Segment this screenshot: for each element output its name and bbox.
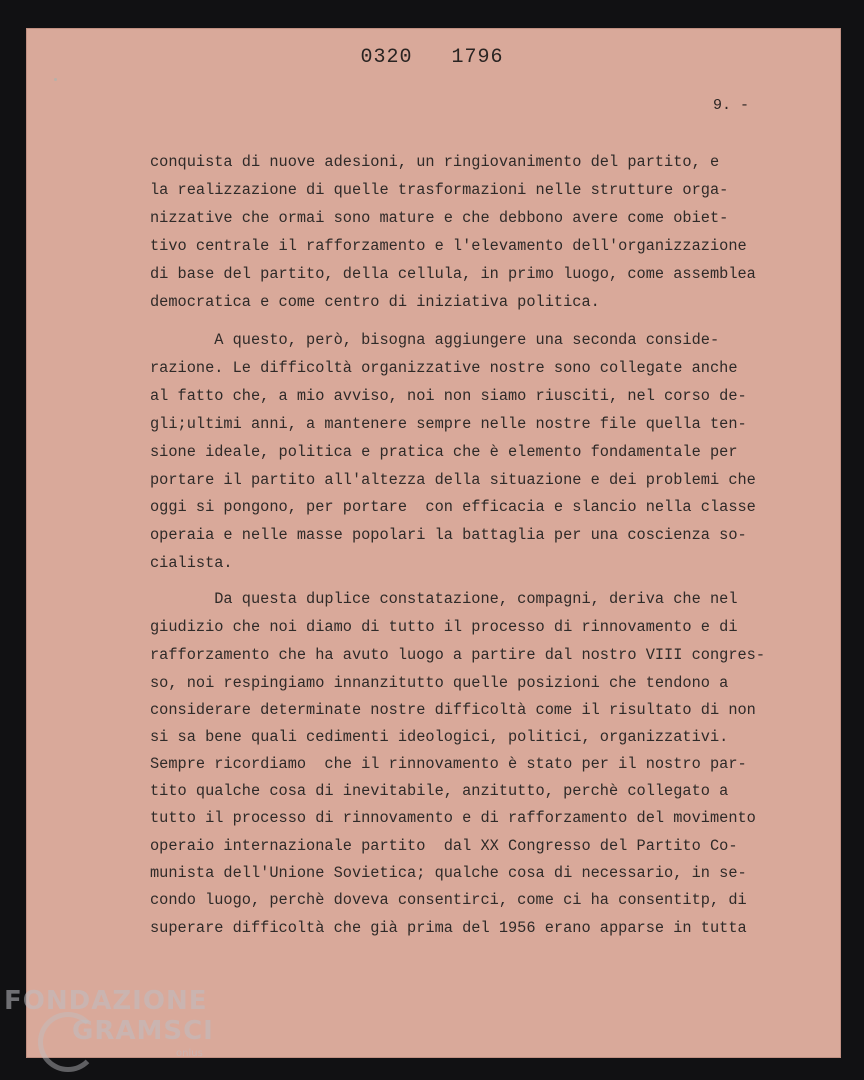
text-line: rafforzamento che ha avuto luogo a partire dal nostro VIII congres- (150, 646, 766, 664)
page-number: 9. - (713, 97, 750, 114)
text-line: sione ideale, politica e pratica che è elemento fondamentale per (150, 443, 738, 461)
text-line: razione. Le difficoltà organizzative nostre sono collegate anche (150, 359, 738, 377)
fondazione-gramsci-watermark (4, 986, 224, 1080)
text-line: giudizio che noi diamo di tutto il processo di rinnovamento e di (150, 618, 738, 636)
text-line: al fatto che, a mio avviso, noi non siamo riusciti, nel corso de- (150, 387, 747, 405)
text-line: operaia e nelle masse popolari la battaglia per una coscienza so- (150, 526, 747, 544)
text-line: nizzative che ormai sono mature e che debbono avere come obiet- (150, 209, 729, 227)
text-line: tivo centrale il rafforzamento e l'elevamento dell'organizzazione (150, 237, 747, 255)
text-line: gli;ultimi anni, a mantenere sempre nelle nostre file quella ten- (150, 415, 747, 433)
text-line: di base del partito, della cellula, in primo luogo, come assemblea (150, 265, 756, 283)
text-line: oggi si pongono, per portare con efficacia e slancio nella classe (150, 498, 756, 516)
text-line: Da questa duplice constatazione, compagni, deriva che nel (150, 590, 738, 608)
text-line: munista dell'Unione Sovietica; qualche cosa di necessario, in se- (150, 864, 747, 882)
text-line: democratica e come centro di iniziativa politica. (150, 293, 600, 311)
text-line: cialista. (150, 554, 233, 572)
text-line: portare il partito all'altezza della situazione e dei problemi che (150, 471, 756, 489)
text-line: tutto il processo di rinnovamento e di rafforzamento del movimento (150, 809, 756, 827)
watermark-line-3: onlus (176, 1048, 203, 1059)
watermark-line-2: GRAMSCI (72, 1016, 214, 1046)
text-line: la realizzazione di quelle trasformazioni nelle strutture orga- (150, 181, 729, 199)
text-line: A questo, però, bisogna aggiungere una seconda conside- (150, 331, 720, 349)
text-line: Sempre ricordiamo che il rinnovamento è stato per il nostro par- (150, 755, 747, 773)
text-line: operaio internazionale partito dal XX Congresso del Partito Co- (150, 837, 738, 855)
text-line: si sa bene quali cedimenti ideologici, politici, organizzativi. (150, 728, 729, 746)
archive-number: 0320 1796 (360, 46, 504, 69)
text-line: so, noi respingiamo innanzitutto quelle posizioni che tendono a (150, 674, 729, 692)
watermark-line-1: FONDAZIONE (4, 986, 208, 1016)
stray-mark (54, 78, 57, 81)
text-line: tito qualche cosa di inevitabile, anzitutto, perchè collegato a (150, 782, 729, 800)
text-line: condo luogo, perchè doveva consentirci, come ci ha consentitp, di (150, 891, 747, 909)
text-line: superare difficoltà che già prima del 1956 erano apparse in tutta (150, 919, 747, 937)
text-line: conquista di nuove adesioni, un ringiovanimento del partito, e (150, 153, 720, 171)
text-line: considerare determinate nostre difficoltà come il risultato di non (150, 701, 756, 719)
